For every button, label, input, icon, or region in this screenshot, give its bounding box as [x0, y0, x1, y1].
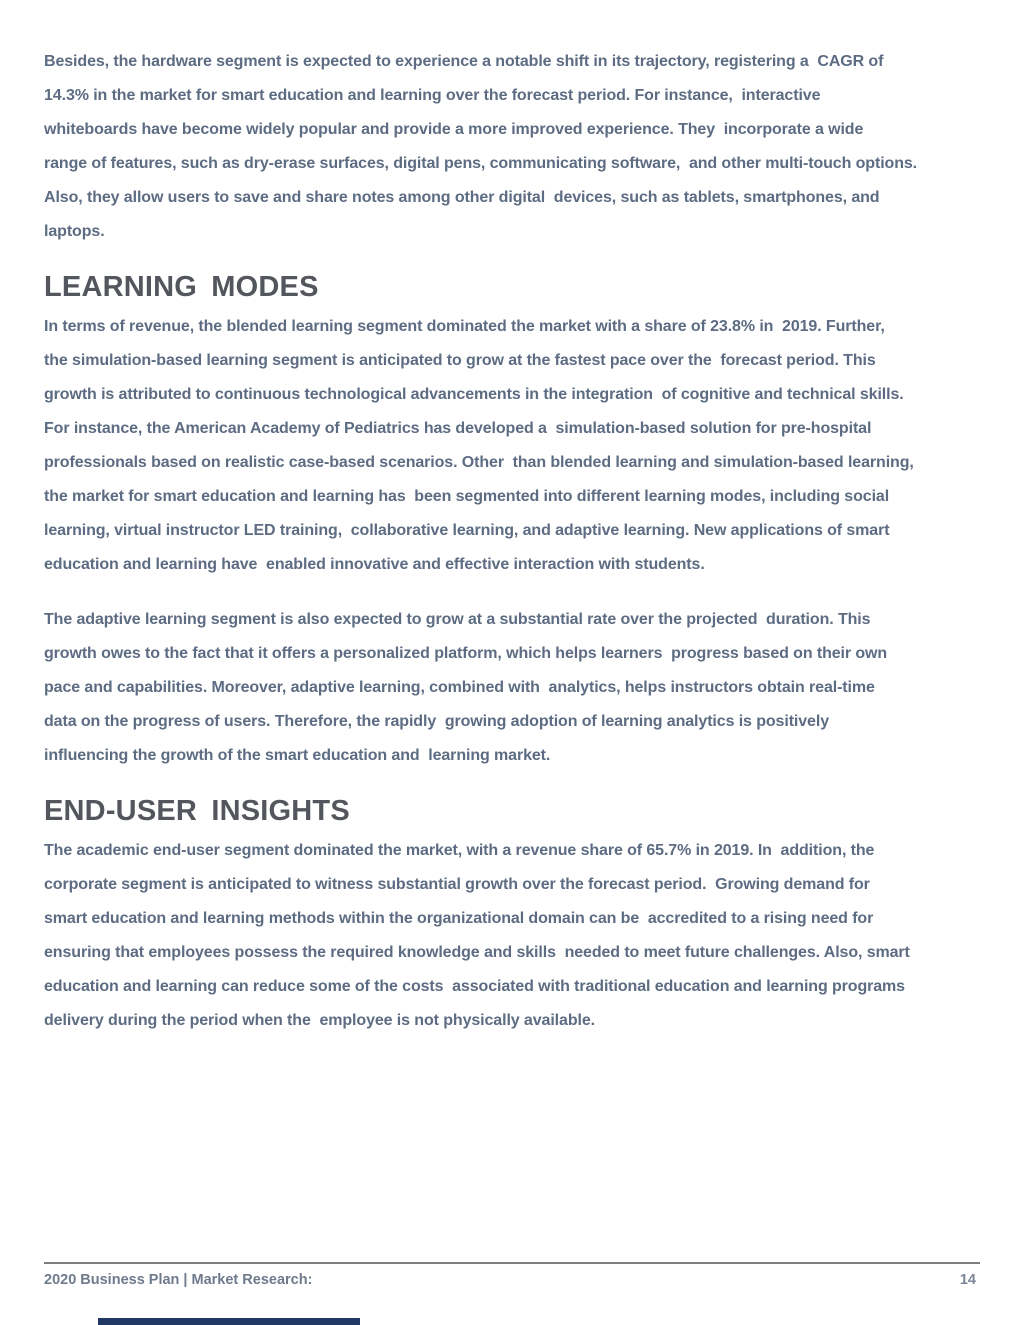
- paragraph: [44, 834, 984, 1038]
- text-line: corporate segment is anticipated to witness substantial growth over the forecast period. Growing demand for: [44, 876, 870, 893]
- text-line: whiteboards have become widely popular and provide a more improved experience. They incorporate a wide: [44, 121, 864, 138]
- text-line: In terms of revenue, the blended learning segment dominated the market with a share of 23.8% in 2019. Further,: [44, 318, 885, 335]
- section-heading-learning-modes: LEARNING MODES: [44, 271, 319, 303]
- text-line: education and learning have enabled innovative and effective interaction with students.: [44, 556, 705, 573]
- section-heading-end-user-insights: END-USER INSIGHTS: [44, 795, 350, 827]
- text-line: range of features, such as dry-erase surfaces, digital pens, communicating software, and other multi-touch options.: [44, 155, 918, 172]
- page-number: 14: [959, 1272, 976, 1288]
- text-line: pace and capabilities. Moreover, adaptive learning, combined with analytics, helps instructors obtain real-time: [44, 679, 875, 696]
- text-line: The academic end-user segment dominated the market, with a revenue share of 65.7% in 2019. In addition, the: [44, 842, 875, 859]
- text-line: Besides, the hardware segment is expected to experience a notable shift in its trajectory, registering a CAGR of: [44, 53, 884, 70]
- page-footer: [44, 1270, 976, 1290]
- paragraph: [44, 310, 984, 582]
- text-line: growth is attributed to continuous technological advancements in the integration of cognitive and technical skills.: [44, 386, 904, 403]
- text-line: influencing the growth of the smart education and learning market.: [44, 747, 551, 764]
- text-line: 14.3% in the market for smart education and learning over the forecast period. For instance, interactive: [44, 87, 821, 104]
- text-line: data on the progress of users. Therefore, the rapidly growing adoption of learning analytics is positively: [44, 713, 830, 730]
- text-line: learning, virtual instructor LED training, collaborative learning, and adaptive learning. New applications of smart: [44, 522, 890, 539]
- text-line: growth owes to the fact that it offers a personalized platform, which helps learners progress based on their own: [44, 645, 888, 662]
- text-line: education and learning can reduce some of the costs associated with traditional education and learning programs: [44, 978, 905, 995]
- paragraph: [44, 603, 984, 773]
- text-line: the simulation-based learning segment is anticipated to grow at the fastest pace over the forecast period. This: [44, 352, 876, 369]
- text-line: delivery during the period when the employee is not physically available.: [44, 1012, 595, 1029]
- footer-divider: [44, 1262, 980, 1264]
- text-line: professionals based on realistic case-based scenarios. Other than blended learning and simulation-based learning,: [44, 454, 914, 471]
- text-line: Also, they allow users to save and share notes among other digital devices, such as tablets, smartphones, and: [44, 189, 880, 206]
- text-line: The adaptive learning segment is also expected to grow at a substantial rate over the projected duration. This: [44, 611, 871, 628]
- bottom-accent-bar: [98, 1318, 360, 1325]
- paragraph: [44, 45, 984, 249]
- page-content: [44, 45, 984, 1059]
- text-line: ensuring that employees possess the required knowledge and skills needed to meet future challenges. Also, smart: [44, 944, 910, 961]
- footer-title: 2020 Business Plan | Market Research:: [44, 1272, 313, 1288]
- text-line: For instance, the American Academy of Pediatrics has developed a simulation-based solution for pre-hospital: [44, 420, 872, 437]
- text-line: the market for smart education and learning has been segmented into different learning modes, including social: [44, 488, 890, 505]
- text-line: smart education and learning methods within the organizational domain can be accredited to a rising need for: [44, 910, 874, 927]
- text-line: laptops.: [44, 223, 105, 240]
